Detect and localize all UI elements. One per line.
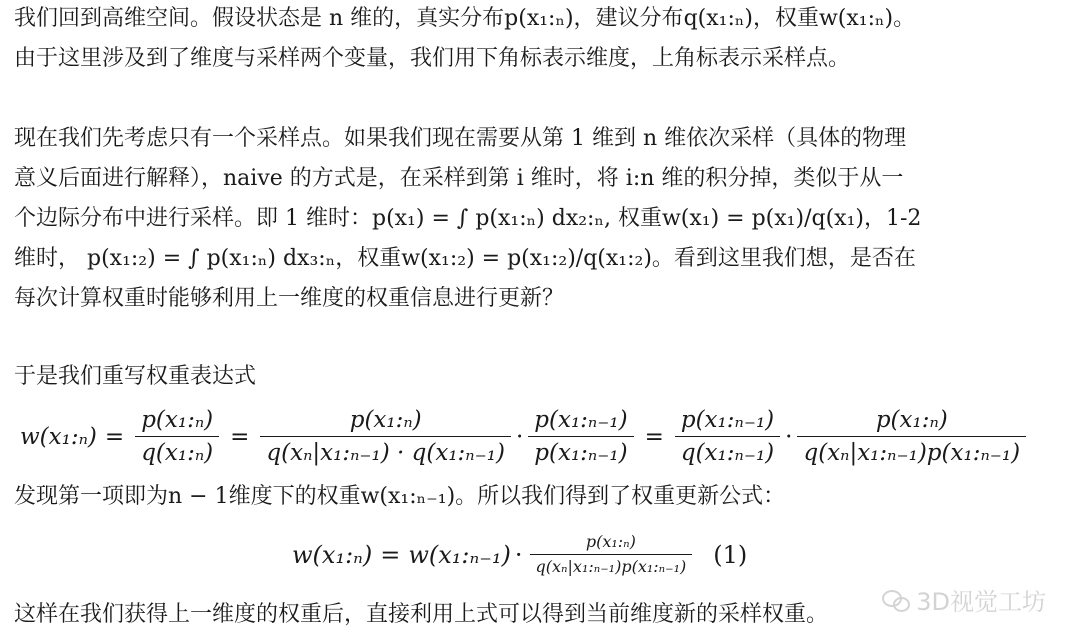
fraction-2-denominator: q(xₙ|x₁:ₙ₋₁) · q(x₁:ₙ₋₁) xyxy=(260,436,511,467)
paragraph-2-line-3: 个边际分布中进行采样。即 1 维时：p(x₁) = ∫ p(x₁:ₙ) dx₂:ₙ, 权重w(x₁) = p(x₁)/q(x₁)，1-2 xyxy=(14,206,922,231)
watermark-text: 3D视觉工坊 xyxy=(916,588,1046,616)
fraction-1-numerator: p(x₁:ₙ) xyxy=(141,407,214,433)
watermark xyxy=(882,582,1046,617)
fraction-4-numerator: p(x₁:ₙ₋₁) xyxy=(680,407,775,433)
wechat-icon xyxy=(882,589,910,611)
equals-sign: = xyxy=(380,540,401,569)
fraction-2-numerator: p(x₁:ₙ) xyxy=(349,407,422,433)
formula-lhs: w(x₁:ₙ) xyxy=(292,540,373,569)
fraction-5-numerator: p(x₁:ₙ) xyxy=(875,407,948,433)
fraction-4 xyxy=(675,406,780,467)
formula-fraction-denominator: q(xₙ|x₁:ₙ₋₁)p(x₁:ₙ₋₁) xyxy=(530,554,693,577)
weight-update-formula xyxy=(292,532,747,577)
fraction-3-numerator: p(x₁:ₙ₋₁) xyxy=(534,407,628,433)
equals-sign: = xyxy=(644,423,664,450)
weight-rewrite-equation xyxy=(20,406,1029,467)
formula-previous-weight: w(x₁:ₙ₋₁) xyxy=(408,540,511,569)
fraction-1 xyxy=(135,406,219,467)
paragraph-1-line-2: 由于这里涉及到了维度与采样两个变量，我们用下角标表示维度，上角标表示采样点。 xyxy=(14,46,851,71)
equals-sign: = xyxy=(104,423,125,450)
paragraph-2-line-1: 现在我们先考虑只有一个采样点。如果我们现在需要从第 1 维到 n 维依次采样（具体的物理 xyxy=(14,126,907,151)
paragraph-1-line-1: 我们回到高维空间。假设状态是 n 维的，真实分布p(x₁:ₙ)，建议分布q(x₁:ₙ)，权重w(x₁:ₙ)。 xyxy=(14,6,916,31)
paragraph-2-line-4: 维时， p(x₁:₂) = ∫ p(x₁:ₙ) dx₃:ₙ，权重w(x₁:₂) = p(x₁:₂)/q(x₁:₂)。看到这里我们想，是否在 xyxy=(14,246,916,271)
equation-lhs: w(x₁:ₙ) xyxy=(20,423,97,450)
formula-fraction-numerator: p(x₁:ₙ) xyxy=(585,532,636,551)
multiply-dot: · xyxy=(785,423,793,450)
equation-number: (1) xyxy=(713,540,748,569)
fraction-3 xyxy=(528,406,633,467)
fraction-4-denominator: q(x₁:ₙ₋₁) xyxy=(675,436,780,467)
fraction-5 xyxy=(797,406,1026,467)
formula-fraction xyxy=(530,532,693,577)
equals-sign: = xyxy=(230,423,250,450)
fraction-2 xyxy=(260,406,511,467)
multiply-dot: · xyxy=(514,540,523,569)
paragraph-2-line-5: 每次计算权重时能够利用上一维度的权重信息进行更新？ xyxy=(14,286,565,311)
paragraph-5-line-1: 这样在我们获得上一维度的权重后，直接利用上式可以得到当前维度新的采样权重。 xyxy=(14,602,829,627)
paragraph-3-line-1: 于是我们重写权重表达式 xyxy=(14,364,257,389)
fraction-1-denominator: q(x₁:ₙ) xyxy=(135,436,219,467)
paragraph-2-line-2: 意义后面进行解释），naive 的方式是，在采样到第 i 维时，将 i:n 维的积分掉，类似于从一 xyxy=(14,166,904,191)
multiply-dot: · xyxy=(515,423,524,450)
paragraph-4-line-1: 发现第一项即为n − 1维度下的权重w(x₁:ₙ₋₁)。所以我们得到了权重更新公式： xyxy=(14,484,786,509)
fraction-3-denominator: p(x₁:ₙ₋₁) xyxy=(528,436,633,467)
fraction-5-denominator: q(xₙ|x₁:ₙ₋₁)p(x₁:ₙ₋₁) xyxy=(797,436,1026,467)
